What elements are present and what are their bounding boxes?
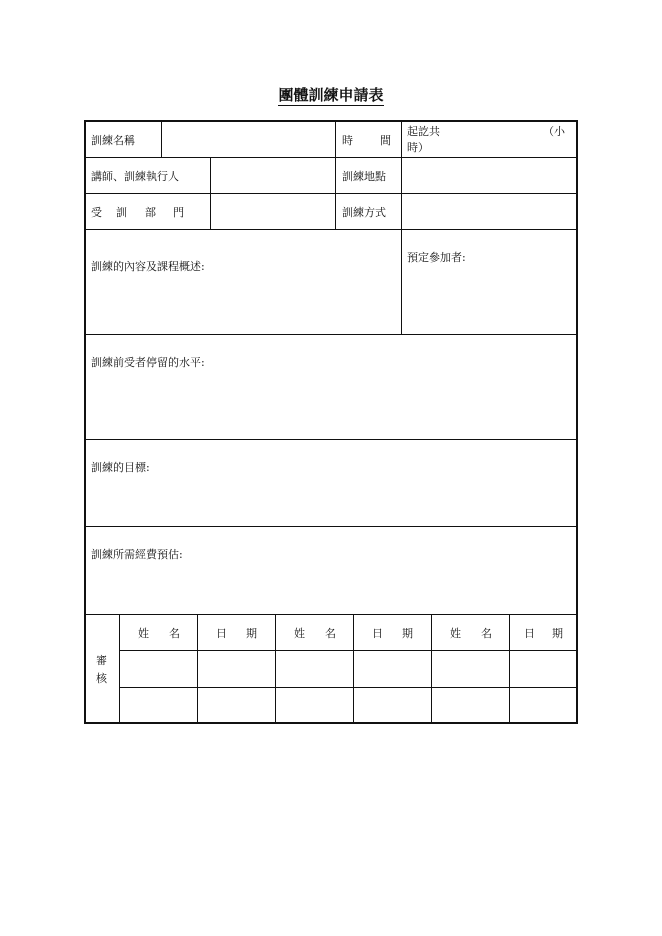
review-cell[interactable] bbox=[121, 689, 196, 721]
location-field[interactable] bbox=[403, 159, 575, 192]
review-cell[interactable] bbox=[199, 689, 274, 721]
duration-hours-field[interactable] bbox=[450, 122, 540, 138]
department-field[interactable] bbox=[212, 195, 334, 228]
review-cell[interactable] bbox=[355, 652, 430, 686]
duration-unit-close: 時） bbox=[407, 141, 429, 154]
review-header-date-1a: 日 bbox=[216, 627, 227, 640]
col-divider bbox=[197, 614, 198, 722]
review-cell[interactable] bbox=[355, 689, 430, 721]
lecturer-label: 講師、訓練執行人 bbox=[91, 170, 179, 183]
col-divider bbox=[431, 614, 432, 722]
level-label: 訓練前受者停留的水平: bbox=[91, 356, 205, 369]
content-field[interactable] bbox=[87, 275, 399, 332]
review-cell[interactable] bbox=[433, 689, 508, 721]
participants-field[interactable] bbox=[403, 266, 575, 332]
row-divider bbox=[85, 157, 577, 158]
review-label-char-1: 審 bbox=[96, 654, 107, 667]
training-name-label: 訓練名稱 bbox=[91, 134, 135, 147]
row-divider bbox=[85, 229, 577, 230]
time-label-first: 時 bbox=[342, 134, 353, 147]
lecturer-field[interactable] bbox=[212, 159, 334, 192]
review-header-name-3b: 名 bbox=[481, 627, 492, 640]
cost-label: 訓練所需經費預估: bbox=[91, 548, 183, 561]
review-cell[interactable] bbox=[433, 652, 508, 686]
row-divider bbox=[85, 526, 577, 527]
col-divider bbox=[161, 121, 162, 157]
duration-unit-open: （小 bbox=[543, 125, 565, 138]
duration-prefix: 起訖共 bbox=[407, 125, 440, 138]
row-divider bbox=[85, 334, 577, 335]
review-cell[interactable] bbox=[199, 652, 274, 686]
goal-field[interactable] bbox=[87, 477, 575, 524]
form-title: 團體訓練申請表 bbox=[278, 86, 384, 104]
participants-label: 預定參加者: bbox=[407, 251, 466, 264]
review-header-date-2a: 日 bbox=[372, 627, 383, 640]
time-label-second: 間 bbox=[380, 134, 391, 147]
review-header-name-2b: 名 bbox=[325, 627, 336, 640]
table-bottom-border bbox=[84, 722, 578, 724]
row-divider bbox=[85, 614, 577, 615]
row-divider bbox=[85, 439, 577, 440]
method-label: 訓練方式 bbox=[342, 206, 386, 219]
method-field[interactable] bbox=[403, 195, 575, 228]
goal-label: 訓練的目標: bbox=[91, 461, 150, 474]
review-header-date-3b: 期 bbox=[552, 627, 563, 640]
review-label-char-2: 核 bbox=[96, 672, 107, 685]
level-field[interactable] bbox=[87, 372, 575, 437]
review-header-name-1b: 名 bbox=[169, 627, 180, 640]
dept-char-3: 部 bbox=[145, 206, 156, 219]
review-cell[interactable] bbox=[511, 652, 575, 686]
review-cell[interactable] bbox=[277, 652, 352, 686]
col-divider bbox=[509, 614, 510, 722]
dept-char-4: 門 bbox=[173, 206, 184, 219]
review-header-name-2a: 姓 bbox=[294, 627, 305, 640]
dept-char-2: 訓 bbox=[116, 206, 127, 219]
training-name-field[interactable] bbox=[163, 122, 334, 156]
col-divider bbox=[275, 614, 276, 722]
review-cell[interactable] bbox=[277, 689, 352, 721]
review-header-name-3a: 姓 bbox=[450, 627, 461, 640]
content-label: 訓練的內容及課程概述: bbox=[91, 260, 205, 273]
review-cell[interactable] bbox=[121, 652, 196, 686]
review-header-date-2b: 期 bbox=[402, 627, 413, 640]
col-divider bbox=[401, 121, 402, 334]
review-header-date-3a: 日 bbox=[524, 627, 535, 640]
review-header-date-1b: 期 bbox=[246, 627, 257, 640]
col-divider bbox=[353, 614, 354, 722]
dept-char-1: 受 bbox=[91, 206, 102, 219]
row-divider bbox=[85, 193, 577, 194]
col-divider bbox=[335, 121, 336, 229]
location-label: 訓練地點 bbox=[342, 170, 386, 183]
table-left-border bbox=[84, 120, 86, 724]
col-divider bbox=[210, 157, 211, 229]
review-header-name-1a: 姓 bbox=[138, 627, 149, 640]
table-right-border bbox=[576, 120, 578, 724]
col-divider bbox=[119, 614, 120, 722]
review-cell[interactable] bbox=[511, 689, 575, 721]
cost-field[interactable] bbox=[87, 564, 575, 612]
